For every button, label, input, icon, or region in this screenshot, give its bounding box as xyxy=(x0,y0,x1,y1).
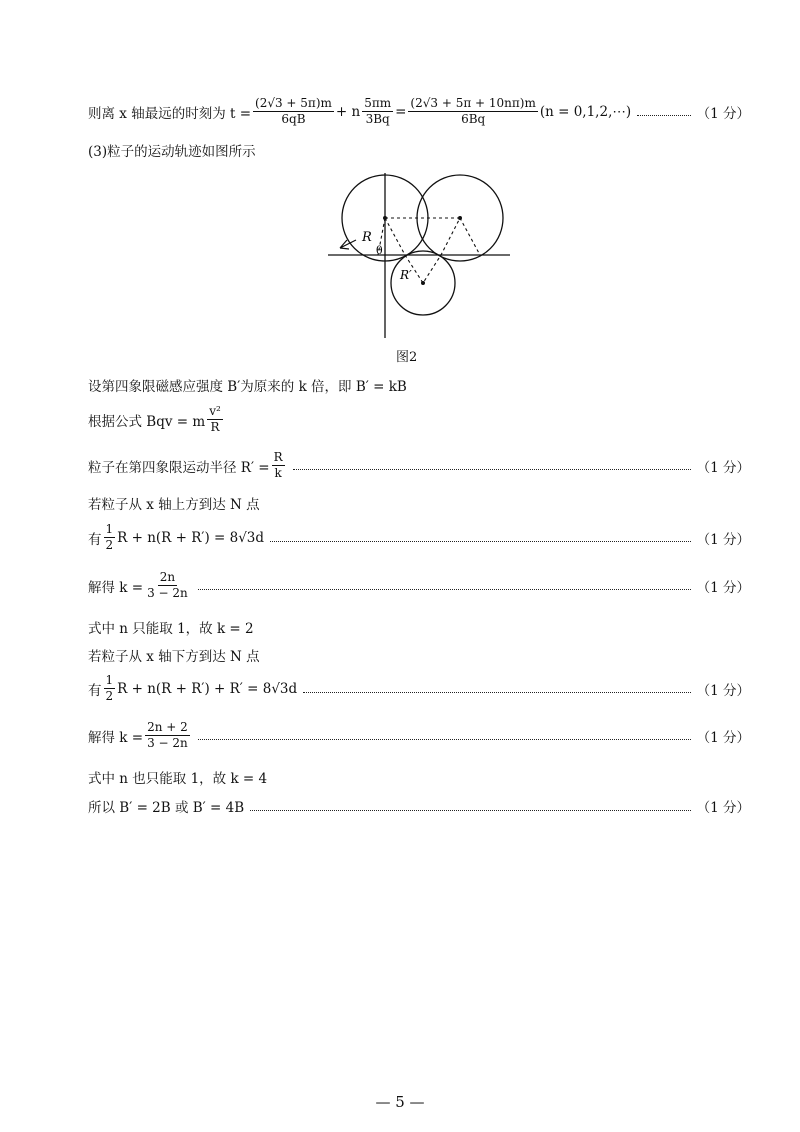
score-label: （1 分） xyxy=(696,531,750,548)
fraction-numerator: 1 xyxy=(105,522,114,536)
line-text: 有 xyxy=(88,682,102,699)
line-text: (n = 0,1,2,⋯) xyxy=(539,103,632,120)
answer-line-formula xyxy=(88,404,750,435)
answer-line xyxy=(88,617,750,637)
line-text: 则离 x 轴最远的时刻为 t = xyxy=(88,105,252,122)
fraction xyxy=(207,404,223,435)
label-R: R xyxy=(362,230,372,245)
fraction-denominator: 6qB xyxy=(281,112,306,126)
center-point xyxy=(421,281,425,285)
answer-line xyxy=(88,645,750,665)
fraction-numerator: v² xyxy=(209,404,221,418)
fraction xyxy=(145,720,190,751)
line-text: 根据公式 Bqv = m xyxy=(88,413,206,430)
section-heading xyxy=(88,140,750,160)
fraction-denominator: 6Bq xyxy=(461,112,486,126)
line-text: 设第四象限磁感应强度 B′为原来的 k 倍，即 B′ = kB xyxy=(88,379,407,395)
line-text: 若粒子从 x 轴下方到达 N 点 xyxy=(88,649,260,665)
fraction xyxy=(253,96,334,127)
fraction-numerator: 1 xyxy=(105,673,114,687)
dot-leader xyxy=(198,739,691,740)
fraction-denominator: 3 − 2n xyxy=(147,586,188,600)
dot-leader xyxy=(303,692,690,693)
answer-line-conclusion xyxy=(88,796,750,816)
answer-line-time xyxy=(88,96,750,127)
dot-leader xyxy=(198,589,691,590)
center-point xyxy=(383,216,387,220)
score-label: （1 分） xyxy=(696,579,750,596)
line-text: 若粒子从 x 轴上方到达 N 点 xyxy=(88,497,260,513)
line-text: 有 xyxy=(88,531,102,548)
score-label: （1 分） xyxy=(696,682,750,699)
dot-leader xyxy=(293,469,691,470)
line-text: 粒子在第四象限运动半径 R′ = xyxy=(88,459,270,476)
fraction-denominator: 3 − 2n xyxy=(147,736,188,750)
dot-leader xyxy=(250,810,690,811)
line-text: R + n(R + R′) + R′ = 8√3d xyxy=(117,680,298,697)
score-label: （1 分） xyxy=(696,105,750,122)
fraction-denominator: k xyxy=(274,466,282,480)
answer-line-solution xyxy=(88,570,750,601)
center-point xyxy=(458,216,462,220)
fraction-denominator: 2 xyxy=(105,689,114,703)
label-theta: θ xyxy=(376,244,383,257)
fraction xyxy=(104,522,116,553)
score-label: （1 分） xyxy=(696,729,750,746)
dot-leader xyxy=(270,541,691,542)
line-text: + n xyxy=(335,103,361,120)
fraction-denominator: 2 xyxy=(105,538,114,552)
answer-line xyxy=(88,767,750,787)
score-label: （1 分） xyxy=(696,800,750,816)
line-text: (3)粒子的运动轨迹如图所示 xyxy=(88,144,256,160)
fraction-numerator: 2n xyxy=(159,570,176,584)
fraction xyxy=(272,450,285,481)
score-label: （1 分） xyxy=(696,459,750,476)
answer-line-equation xyxy=(88,522,750,553)
fraction-denominator: R xyxy=(210,420,220,434)
trajectory-figure xyxy=(320,168,520,343)
fraction xyxy=(145,570,190,601)
line-text: = xyxy=(395,103,407,120)
answer-line xyxy=(88,493,750,513)
answer-line-equation xyxy=(88,673,750,704)
line-text: 解得 k = xyxy=(88,729,144,746)
line-text: 式中 n 只能取 1，故 k = 2 xyxy=(88,621,254,637)
dot-leader xyxy=(637,115,690,116)
fraction xyxy=(362,96,393,127)
answer-line xyxy=(88,375,750,395)
fraction-numerator: (2√3 + 5π + 10nπ)m xyxy=(410,96,536,110)
figure-caption: 图2 xyxy=(396,350,418,365)
fraction-denominator: 3Bq xyxy=(365,112,390,126)
fraction-numerator: R xyxy=(273,450,283,464)
page-number: — 5 — xyxy=(375,1093,425,1111)
label-R-prime: R′ xyxy=(400,268,412,282)
line-text: 式中 n 也只能取 1，故 k = 4 xyxy=(88,771,268,787)
line-text: 所以 B′ = 2B 或 B′ = 4B xyxy=(88,800,245,816)
answer-line-radius xyxy=(88,450,750,481)
line-text: R + n(R + R′) = 8√3d xyxy=(117,529,265,546)
line-text: 解得 k = xyxy=(88,579,144,596)
fraction xyxy=(104,673,116,704)
fraction-numerator: (2√3 + 5π)m xyxy=(255,96,332,110)
fraction xyxy=(408,96,537,127)
fraction-numerator: 2n + 2 xyxy=(147,720,188,734)
fraction-numerator: 5πm xyxy=(364,96,392,110)
answer-line-solution xyxy=(88,720,750,751)
